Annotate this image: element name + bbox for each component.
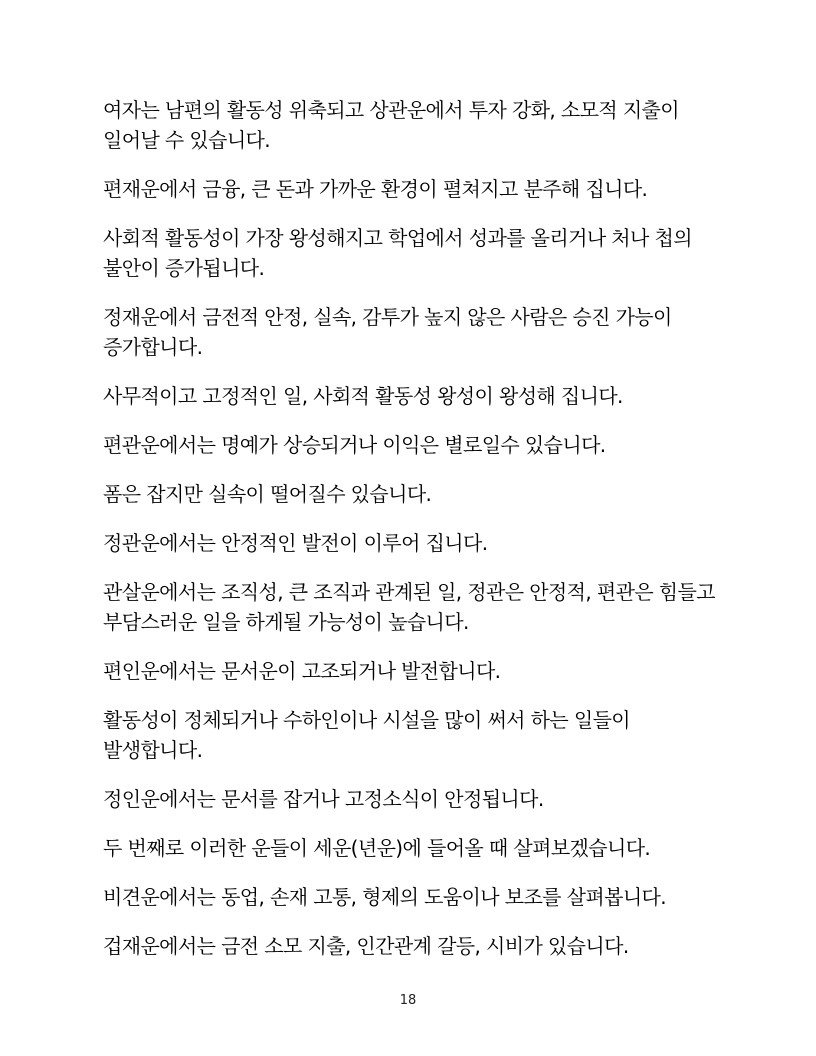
paragraph: 정재운에서 금전적 안정, 실속, 감투가 높지 않은 사람은 승진 가능이 증가합니다. bbox=[103, 305, 672, 359]
paragraph: 여자는 남편의 활동성 위축되고 상관운에서 투자 강화, 소모적 지출이 일어날 수 있습니다. bbox=[103, 98, 679, 152]
paragraph: 사회적 활동성이 가장 왕성해지고 학업에서 성과를 올리거나 처나 첩의 불안이 증가됩니다. bbox=[103, 226, 692, 280]
page-number: 18 bbox=[399, 993, 417, 1008]
paragraph: 비견운에서는 동업, 손재 고통, 형제의 도움이나 보조를 살펴봅니다. bbox=[103, 885, 667, 909]
paragraph: 겁재운에서는 금전 소모 지출, 인간관계 갈등, 시비가 있습니다. bbox=[103, 934, 629, 958]
page-body bbox=[103, 95, 715, 980]
paragraph: 편인운에서는 문서운이 고조되거나 발전합니다. bbox=[103, 659, 501, 683]
paragraph: 정인운에서는 문서를 잡거나 고정소식이 안정됩니다. bbox=[103, 787, 544, 811]
paragraph: 두 번째로 이러한 운들이 세운(년운)에 들어올 때 살펴보겠습니다. bbox=[103, 836, 651, 860]
paragraph: 폼은 잡지만 실속이 떨어질수 있습니다. bbox=[103, 482, 432, 506]
paragraph: 활동성이 정체되거나 수하인이나 시설을 많이 써서 하는 일들이 발생합니다. bbox=[103, 708, 631, 762]
paragraph: 사무적이고 고정적인 일, 사회적 활동성 왕성이 왕성해 집니다. bbox=[103, 384, 623, 408]
paragraph: 편재운에서 금융, 큰 돈과 가까운 환경이 펼쳐지고 분주해 집니다. bbox=[103, 177, 648, 201]
paragraph: 관살운에서는 조직성, 큰 조직과 관계된 일, 정관은 안정적, 편관은 힘들고 부담스러운 일을 하게될 가능성이 높습니다. bbox=[103, 580, 715, 634]
paragraph: 편관운에서는 명예가 상승되거나 이익은 별로일수 있습니다. bbox=[103, 433, 606, 457]
paragraph: 정관운에서는 안정적인 발전이 이루어 집니다. bbox=[103, 531, 488, 555]
